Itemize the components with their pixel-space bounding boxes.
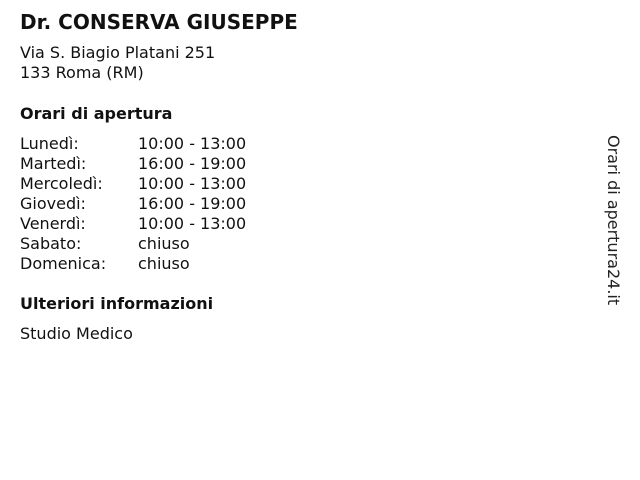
hours-row-monday <box>20 134 320 154</box>
time-value: chiuso <box>138 234 190 253</box>
address-street: Via S. Biagio Platani 251 <box>20 43 216 62</box>
day-label: Mercoledì: <box>20 174 103 193</box>
hours-row-friday <box>20 214 320 234</box>
day-label: Lunedì: <box>20 134 79 153</box>
address-city: 133 Roma (RM) <box>20 63 144 82</box>
hours-row-saturday <box>20 234 320 254</box>
day-label: Martedì: <box>20 154 87 173</box>
time-value: 10:00 - 13:00 <box>138 174 247 193</box>
time-value: 10:00 - 13:00 <box>138 214 247 233</box>
time-value: 10:00 - 13:00 <box>138 134 247 153</box>
hours-heading: Orari di apertura <box>20 104 173 123</box>
business-name: Dr. CONSERVA GIUSEPPE <box>20 10 298 34</box>
hours-row-wednesday <box>20 174 320 194</box>
day-label: Giovedì: <box>20 194 86 213</box>
address-block <box>20 43 215 83</box>
time-value: 16:00 - 19:00 <box>138 194 247 213</box>
day-label: Venerdì: <box>20 214 86 233</box>
day-label: Sabato: <box>20 234 82 253</box>
hours-row-thursday <box>20 194 320 214</box>
info-heading: Ulteriori informazioni <box>20 294 214 313</box>
info-text: Studio Medico <box>20 324 133 343</box>
hours-row-sunday <box>20 254 320 274</box>
time-value: 16:00 - 19:00 <box>138 154 247 173</box>
time-value: chiuso <box>138 254 190 273</box>
hours-table <box>20 134 320 274</box>
site-watermark: Orari di apertura24.it <box>604 135 623 306</box>
day-label: Domenica: <box>20 254 107 273</box>
hours-row-tuesday <box>20 154 320 174</box>
